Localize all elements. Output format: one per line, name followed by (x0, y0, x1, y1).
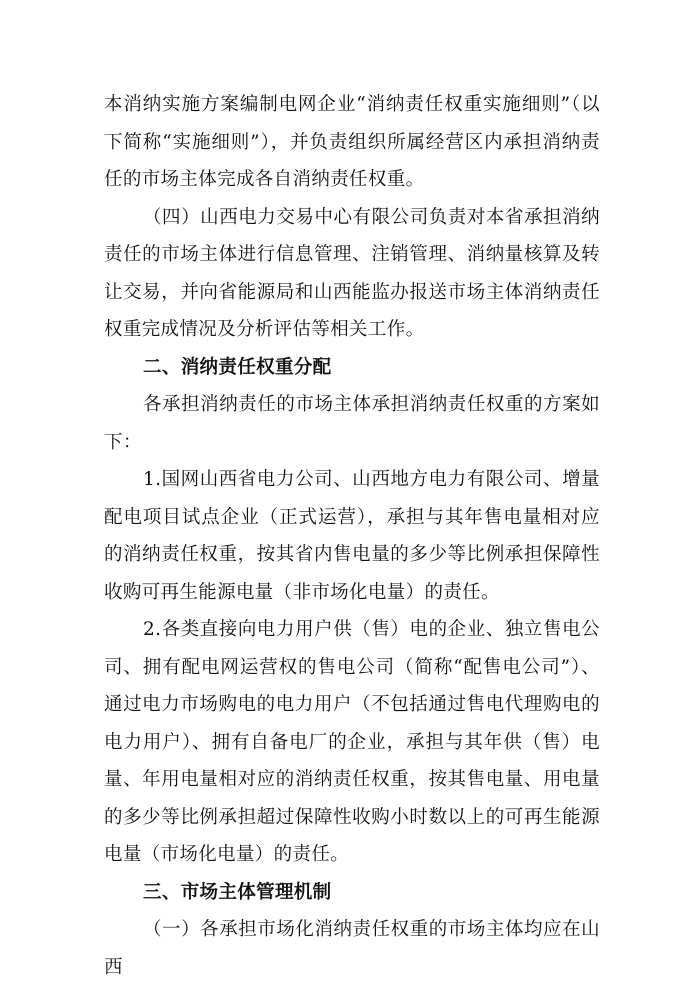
document-page (104, 86, 600, 986)
section-heading-weight-allocation: 二、消纳责任权重分配 (143, 356, 332, 378)
paragraph-management-item-1: （一）各承担市场化消纳责任权重的市场主体均应在山西 (104, 919, 600, 978)
section-heading-management-mechanism: 三、市场主体管理机制 (143, 881, 332, 903)
paragraph-implementation-rules: 本消纳实施方案编制电网企业“消纳责任权重实施细则”（以下简称“实施细则”），并负责组织所属经营区内承担消纳责任的市场主体完成各自消纳责任权重。 (104, 94, 600, 190)
paragraph-trading-center-duties: （四）山西电力交易中心有限公司负责对本省承担消纳责任的市场主体进行信息管理、注销管理、消纳量核算及转让交易，并向省能源局和山西能监办报送市场主体消纳责任权重完成情况及分析评估等相关工作。 (104, 206, 600, 340)
paragraph-item-2-market-entities: 2.各类直接向电力用户供（售）电的企业、独立售电公司、拥有配电网运营权的售电公司（简称“配售电公司”）、通过电力市场购电的电力用户（不包括通过售电代理购电的电力用户）、拥有自备电厂的企业，承担与其年供（售）电量、年用电量相对应的消纳责任权重，按其售电量、用电量的多少等比例承担超过保障性收购小时数以上的可再生能源电量（市场化电量）的责任。 (104, 619, 600, 865)
paragraph-allocation-intro: 各承担消纳责任的市场主体承担消纳责任权重的方案如下： (104, 394, 600, 453)
paragraph-item-1-grid-companies: 1.国网山西省电力公司、山西地方电力有限公司、增量配电项目试点企业（正式运营），承担与其年售电量相对应的消纳责任权重，按其省内售电量的多少等比例承担保障性收购可再生能源电量（非市场化电量）的责任。 (104, 469, 600, 603)
